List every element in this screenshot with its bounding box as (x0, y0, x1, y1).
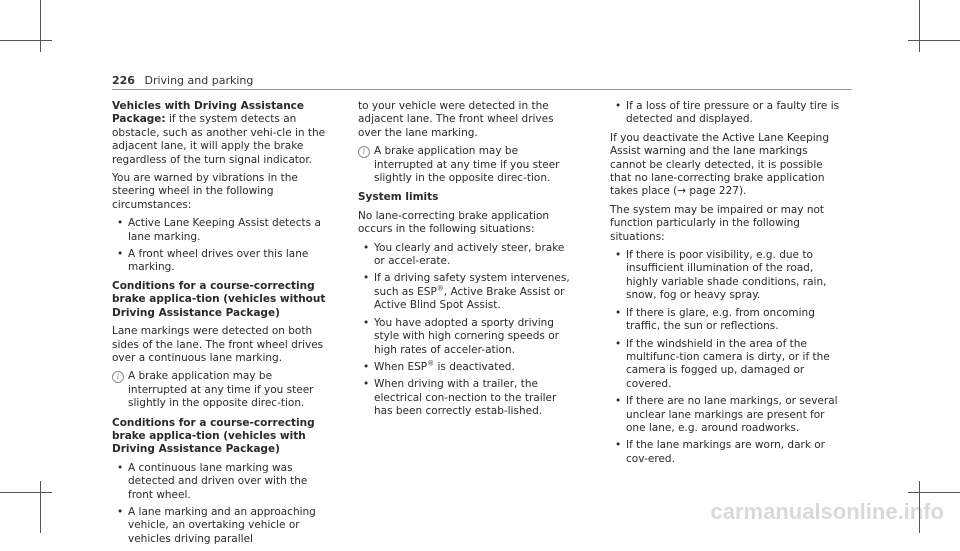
list-item: • Active Lane Keeping Assist detects a lane marking. (112, 217, 330, 244)
list-item: • A continuous lane marking was detected and driven over with the front wheel. (112, 462, 330, 502)
list-item-text: When ESP (374, 360, 428, 373)
list-item (358, 272, 576, 312)
column-3 (610, 100, 840, 471)
registered-mark: ® (436, 284, 444, 293)
registered-mark: ® (427, 359, 435, 368)
paragraph: You are warned by vibrations in the steering wheel in the following circumstances: (112, 172, 298, 211)
paragraph-text: if the system detects an obstacle, such as another vehi-cle in the adjacent lane, it will apply the brake regardless of the turn signal indicator. (112, 113, 326, 166)
list-item: • You have adopted a sporty driving style with high cornering speeds or high rates of acceler-ation. (358, 317, 576, 357)
list-item: • If the windshield in the area of the multifunc-tion camera is dirty, or if the camera is fogged up, damaged or covered. (610, 338, 840, 392)
list-item-text: is deactivated. (434, 360, 515, 373)
list-item: • If there is glare, e.g. from oncoming traffic, the sun or reflections. (610, 307, 840, 334)
crop-mark (0, 492, 52, 493)
paragraph: Lane markings were detected on both sides of the lane. The front wheel drives over a continuous lane marking. (112, 325, 324, 364)
page-number: 226 (112, 74, 135, 87)
watermark: carmanualsonline.info (710, 499, 944, 524)
list-item: • If the lane markings are worn, dark or cov-ered. (610, 439, 840, 466)
note-text: A brake application may be interrupted at any time if you steer slightly in the opposite direc-tion. (374, 145, 560, 185)
column-1 (112, 100, 330, 551)
list-item: • When driving with a trailer, the electrical con-nection to the trailer has been correctly estab-lished. (358, 378, 576, 418)
list-item: • A lane marking and an approaching vehicle, an overtaking vehicle or vehicles driving parallel (112, 506, 330, 546)
paragraph (112, 100, 330, 167)
note (358, 145, 576, 185)
list-item: • If there are no lane markings, or several unclear lane markings are present for one lane, e.g. around roadworks. (610, 395, 840, 435)
list-item-text: If a driving safety system intervenes, such as (374, 272, 570, 298)
bullet-list (112, 217, 330, 275)
paragraph: No lane-correcting brake application occurs in the following situations: (358, 209, 550, 236)
bullet-list (358, 242, 576, 419)
paragraph: to your vehicle were detected in the adjacent lane. The front wheel drives over the lane marking. (358, 100, 554, 139)
section-title: Driving and parking (144, 74, 254, 87)
crop-mark (908, 40, 960, 41)
section-heading: Conditions for a course-correcting brake applica-tion (vehicles with Driving Assistance Package) (112, 416, 315, 456)
list-item (358, 361, 576, 374)
esp-label: ESP (417, 285, 437, 298)
paragraph: The system may be impaired or may not function particularly in the following situations: (610, 203, 825, 243)
info-icon: i (358, 146, 370, 158)
crop-mark (919, 0, 920, 52)
list-item-text: , Active Brake Assist or Active Blind Spot Assist. (374, 285, 565, 312)
column-2 (358, 100, 576, 424)
crop-mark (0, 40, 52, 41)
list-item: • You clearly and actively steer, brake or accel-erate. (358, 242, 576, 269)
list-item: • A front wheel drives over this lane marking. (112, 248, 330, 275)
section-heading: System limits (358, 191, 439, 204)
lead-in: Vehicles with Driving Assistance Package: (112, 100, 305, 126)
crop-mark (40, 481, 41, 533)
bullet-list (610, 100, 840, 127)
header-divider (112, 89, 852, 90)
crop-mark (908, 492, 960, 493)
crop-mark (40, 0, 41, 52)
list-item: • If there is poor visibility, e.g. due to insufficient illumination of the road, highly variable shade conditions, rain, snow, fog or heavy spray. (610, 249, 840, 303)
section-heading: Conditions for a course-correcting brake applica-tion (vehicles without Driving Assistance Package) (112, 279, 326, 319)
bullet-list (112, 462, 330, 546)
note (112, 370, 330, 410)
paragraph: If you deactivate the Active Lane Keeping Assist warning and the lane markings cannot be clearly detected, it is possible that no lane-correcting brake application takes place (→ page 227). (610, 131, 829, 198)
info-icon: i (112, 371, 124, 383)
page-header (112, 74, 253, 87)
note-text: A brake application may be interrupted at any time if you steer slightly in the opposite direc-tion. (128, 370, 314, 410)
bullet-list (610, 249, 840, 466)
list-item: • If a loss of tire pressure or a faulty tire is detected and displayed. (610, 100, 840, 127)
